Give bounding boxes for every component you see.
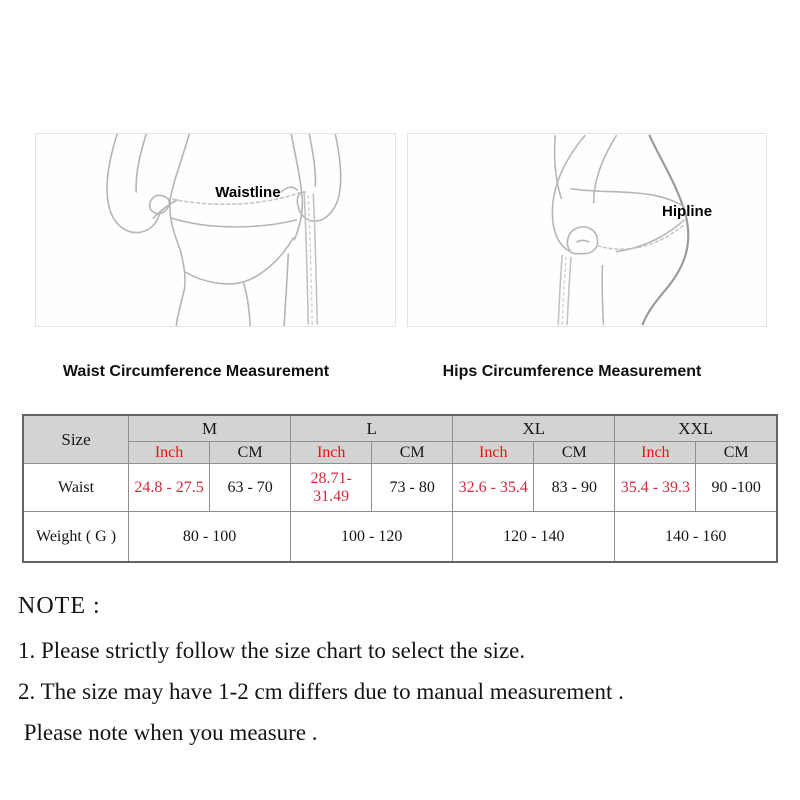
unit-header-cm: CM	[696, 442, 777, 464]
note-line-2: 2. The size may have 1-2 cm differs due to manual measurement .	[18, 679, 624, 704]
unit-header-inch: Inch	[291, 442, 372, 464]
hipline-label: Hipline	[662, 203, 713, 221]
size-header-m: M	[129, 415, 291, 442]
hips-figure-illustration	[408, 134, 767, 326]
weight-m: 80 - 100	[129, 512, 291, 563]
waist-xl-cm: 83 - 90	[534, 464, 615, 512]
unit-header-inch: Inch	[129, 442, 210, 464]
figure-captions	[0, 363, 800, 381]
hips-measurement-figure	[407, 133, 768, 327]
notes-section	[18, 593, 780, 746]
hips-caption: Hips Circumference Measurement	[442, 363, 702, 380]
unit-header-inch: Inch	[615, 442, 696, 464]
waist-xxl-cm: 90 -100	[696, 464, 777, 512]
waist-m-inch: 24.8 - 27.5	[129, 464, 210, 512]
measurement-figures	[0, 0, 800, 327]
waist-xl-inch: 32.6 - 35.4	[453, 464, 534, 512]
unit-header-cm: CM	[534, 442, 615, 464]
waist-caption: Waist Circumference Measurement	[62, 363, 330, 380]
waist-xxl-inch: 35.4 - 39.3	[615, 464, 696, 512]
note-line-1: 1. Please strictly follow the size chart to select the size.	[18, 638, 526, 663]
weight-row-label: Weight ( G )	[23, 512, 129, 563]
size-corner-header: Size	[23, 415, 129, 464]
waistline-label: Waistline	[215, 183, 281, 201]
size-chart-table	[22, 414, 778, 563]
notes-heading: NOTE :	[18, 593, 101, 619]
waist-m-cm: 63 - 70	[210, 464, 291, 512]
size-header-l: L	[291, 415, 453, 442]
waist-measurement-figure	[35, 133, 396, 327]
weight-l: 100 - 120	[291, 512, 453, 563]
waist-row-label: Waist	[23, 464, 129, 512]
weight-xxl: 140 - 160	[615, 512, 777, 563]
weight-xl: 120 - 140	[453, 512, 615, 563]
unit-header-cm: CM	[372, 442, 453, 464]
waist-figure-illustration	[36, 134, 395, 326]
unit-header-cm: CM	[210, 442, 291, 464]
note-line-3: Please note when you measure .	[18, 720, 318, 745]
size-header-xl: XL	[453, 415, 615, 442]
unit-header-inch: Inch	[453, 442, 534, 464]
size-header-xxl: XXL	[615, 415, 777, 442]
waist-l-inch: 28.71- 31.49	[291, 464, 372, 512]
waist-l-cm: 73 - 80	[372, 464, 453, 512]
